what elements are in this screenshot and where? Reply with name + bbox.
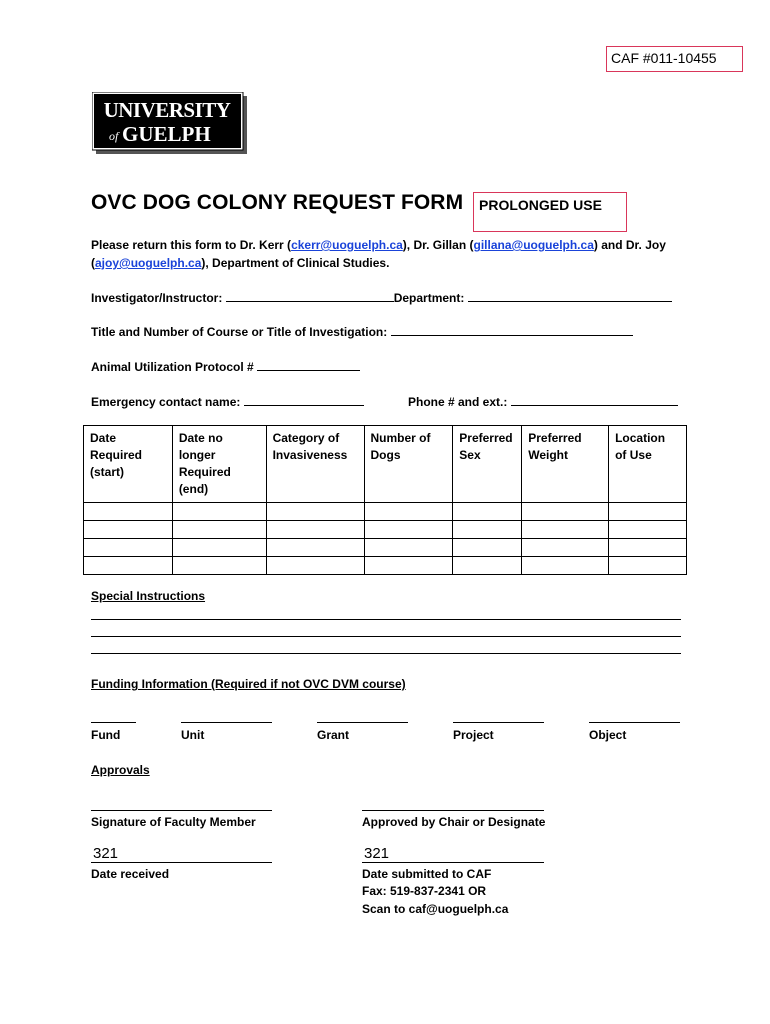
chair-approval-line[interactable] <box>362 810 544 811</box>
phone-input-line[interactable] <box>511 394 678 406</box>
phone-row <box>408 394 678 411</box>
protocol-input-line[interactable] <box>257 359 360 371</box>
approvals-heading: Approvals <box>91 763 150 777</box>
form-title: OVC DOG COLONY REQUEST FORM <box>91 191 464 214</box>
university-of-guelph-logo <box>92 92 247 154</box>
special-instructions-line-2[interactable] <box>91 636 681 637</box>
header-preferred-sex: Preferred Sex <box>453 426 522 503</box>
special-instructions-line-3[interactable] <box>91 653 681 654</box>
table-cell[interactable] <box>84 503 173 521</box>
header-location-of-use: Location of Use <box>609 426 687 503</box>
scan-email: Scan to caf@uoguelph.ca <box>362 902 509 916</box>
table-cell[interactable] <box>522 557 609 575</box>
special-instructions-heading: Special Instructions <box>91 589 206 603</box>
object-input-line[interactable] <box>589 722 680 723</box>
fund-input-line[interactable] <box>91 722 136 723</box>
table-cell[interactable] <box>84 539 173 557</box>
table-cell[interactable] <box>609 521 687 539</box>
special-instructions-line-1[interactable] <box>91 619 681 620</box>
instructions-line2: (ajoy@uoguelph.ca), Department of Clinical Studies. <box>91 256 390 270</box>
table-row <box>84 557 687 575</box>
table-cell[interactable] <box>609 503 687 521</box>
header-date-no-longer-required: Date no longer Required (end) <box>172 426 266 503</box>
faculty-signature-label: Signature of Faculty Member <box>91 815 256 829</box>
logo-of: of <box>109 129 119 143</box>
table-cell[interactable] <box>453 503 522 521</box>
table-cell[interactable] <box>364 521 453 539</box>
caf-number-box: CAF #011-10455 <box>606 46 743 72</box>
header-number-of-dogs: Number of Dogs <box>364 426 453 503</box>
table-cell[interactable] <box>522 539 609 557</box>
date-received-line[interactable] <box>91 862 272 863</box>
request-table <box>83 425 687 575</box>
kerr-email-link[interactable]: ckerr@uoguelph.ca <box>291 238 403 252</box>
table-cell[interactable] <box>266 503 364 521</box>
date-submitted-line[interactable] <box>362 862 544 863</box>
funding-heading: Funding Information (Required if not OVC DVM course) <box>91 677 406 691</box>
object-label: Object <box>589 728 627 742</box>
phone-label: Phone # and ext.: <box>408 395 508 409</box>
table-cell[interactable] <box>453 557 522 575</box>
fax-number: Fax: 519-837-2341 OR <box>362 884 487 898</box>
grant-label: Grant <box>317 728 350 742</box>
table-cell[interactable] <box>172 503 266 521</box>
table-cell[interactable] <box>84 521 173 539</box>
emergency-label: Emergency contact name: <box>91 395 241 409</box>
logo-line2: GUELPH <box>122 122 211 146</box>
department-label: Department: <box>393 291 465 305</box>
project-label: Project <box>453 728 494 742</box>
course-title-row <box>91 324 633 341</box>
logo-line1: UNIVERSITY <box>103 98 231 122</box>
fund-label: Fund <box>91 728 121 742</box>
unit-input-line[interactable] <box>181 722 272 723</box>
table-cell[interactable] <box>266 521 364 539</box>
protocol-label: Animal Utilization Protocol # <box>91 360 254 374</box>
header-category-invasiveness: Category of Invasiveness <box>266 426 364 503</box>
table-cell[interactable] <box>364 557 453 575</box>
investigator-label: Investigator/Instructor: <box>91 291 223 305</box>
date-received-value[interactable]: 321 <box>93 845 119 862</box>
header-date-required: Date Required (start) <box>84 426 173 503</box>
prolonged-use-box: PROLONGED USE <box>473 192 627 232</box>
project-input-line[interactable] <box>453 722 544 723</box>
table-cell[interactable] <box>266 539 364 557</box>
table-cell[interactable] <box>172 539 266 557</box>
date-submitted-value[interactable]: 321 <box>364 845 390 862</box>
table-cell[interactable] <box>453 521 522 539</box>
unit-label: Unit <box>181 728 205 742</box>
chair-approval-label: Approved by Chair or Designate <box>362 815 546 829</box>
table-cell[interactable] <box>364 539 453 557</box>
table-cell[interactable] <box>609 539 687 557</box>
department-input-line[interactable] <box>468 290 672 302</box>
table-cell[interactable] <box>522 503 609 521</box>
investigator-input-line[interactable] <box>226 290 394 302</box>
table-cell[interactable] <box>453 539 522 557</box>
header-preferred-weight: Preferred Weight <box>522 426 609 503</box>
emergency-input-line[interactable] <box>244 394 364 406</box>
table-cell[interactable] <box>172 521 266 539</box>
date-received-label: Date received <box>91 867 170 881</box>
table-header-row <box>84 426 687 503</box>
course-title-label: Title and Number of Course or Title of Investigation: <box>91 325 388 339</box>
table-cell[interactable] <box>522 521 609 539</box>
joy-email-link[interactable]: ajoy@uoguelph.ca <box>95 256 202 270</box>
date-submitted-label: Date submitted to CAF <box>362 867 492 881</box>
protocol-row <box>91 359 360 376</box>
table-cell[interactable] <box>172 557 266 575</box>
emergency-row <box>91 394 364 411</box>
grant-input-line[interactable] <box>317 722 408 723</box>
table-row <box>84 503 687 521</box>
faculty-signature-line[interactable] <box>91 810 272 811</box>
table-cell[interactable] <box>609 557 687 575</box>
table-cell[interactable] <box>364 503 453 521</box>
gillan-email-link[interactable]: gillana@uoguelph.ca <box>473 238 594 252</box>
table-row <box>84 539 687 557</box>
course-title-input-line[interactable] <box>391 324 633 336</box>
table-row <box>84 521 687 539</box>
table-cell[interactable] <box>84 557 173 575</box>
investigator-row <box>91 290 672 307</box>
table-cell[interactable] <box>266 557 364 575</box>
instructions-line1: Please return this form to Dr. Kerr (ckerr@uoguelph.ca), Dr. Gillan (gillana@uoguelph.ca) and Dr. Joy <box>91 238 666 252</box>
